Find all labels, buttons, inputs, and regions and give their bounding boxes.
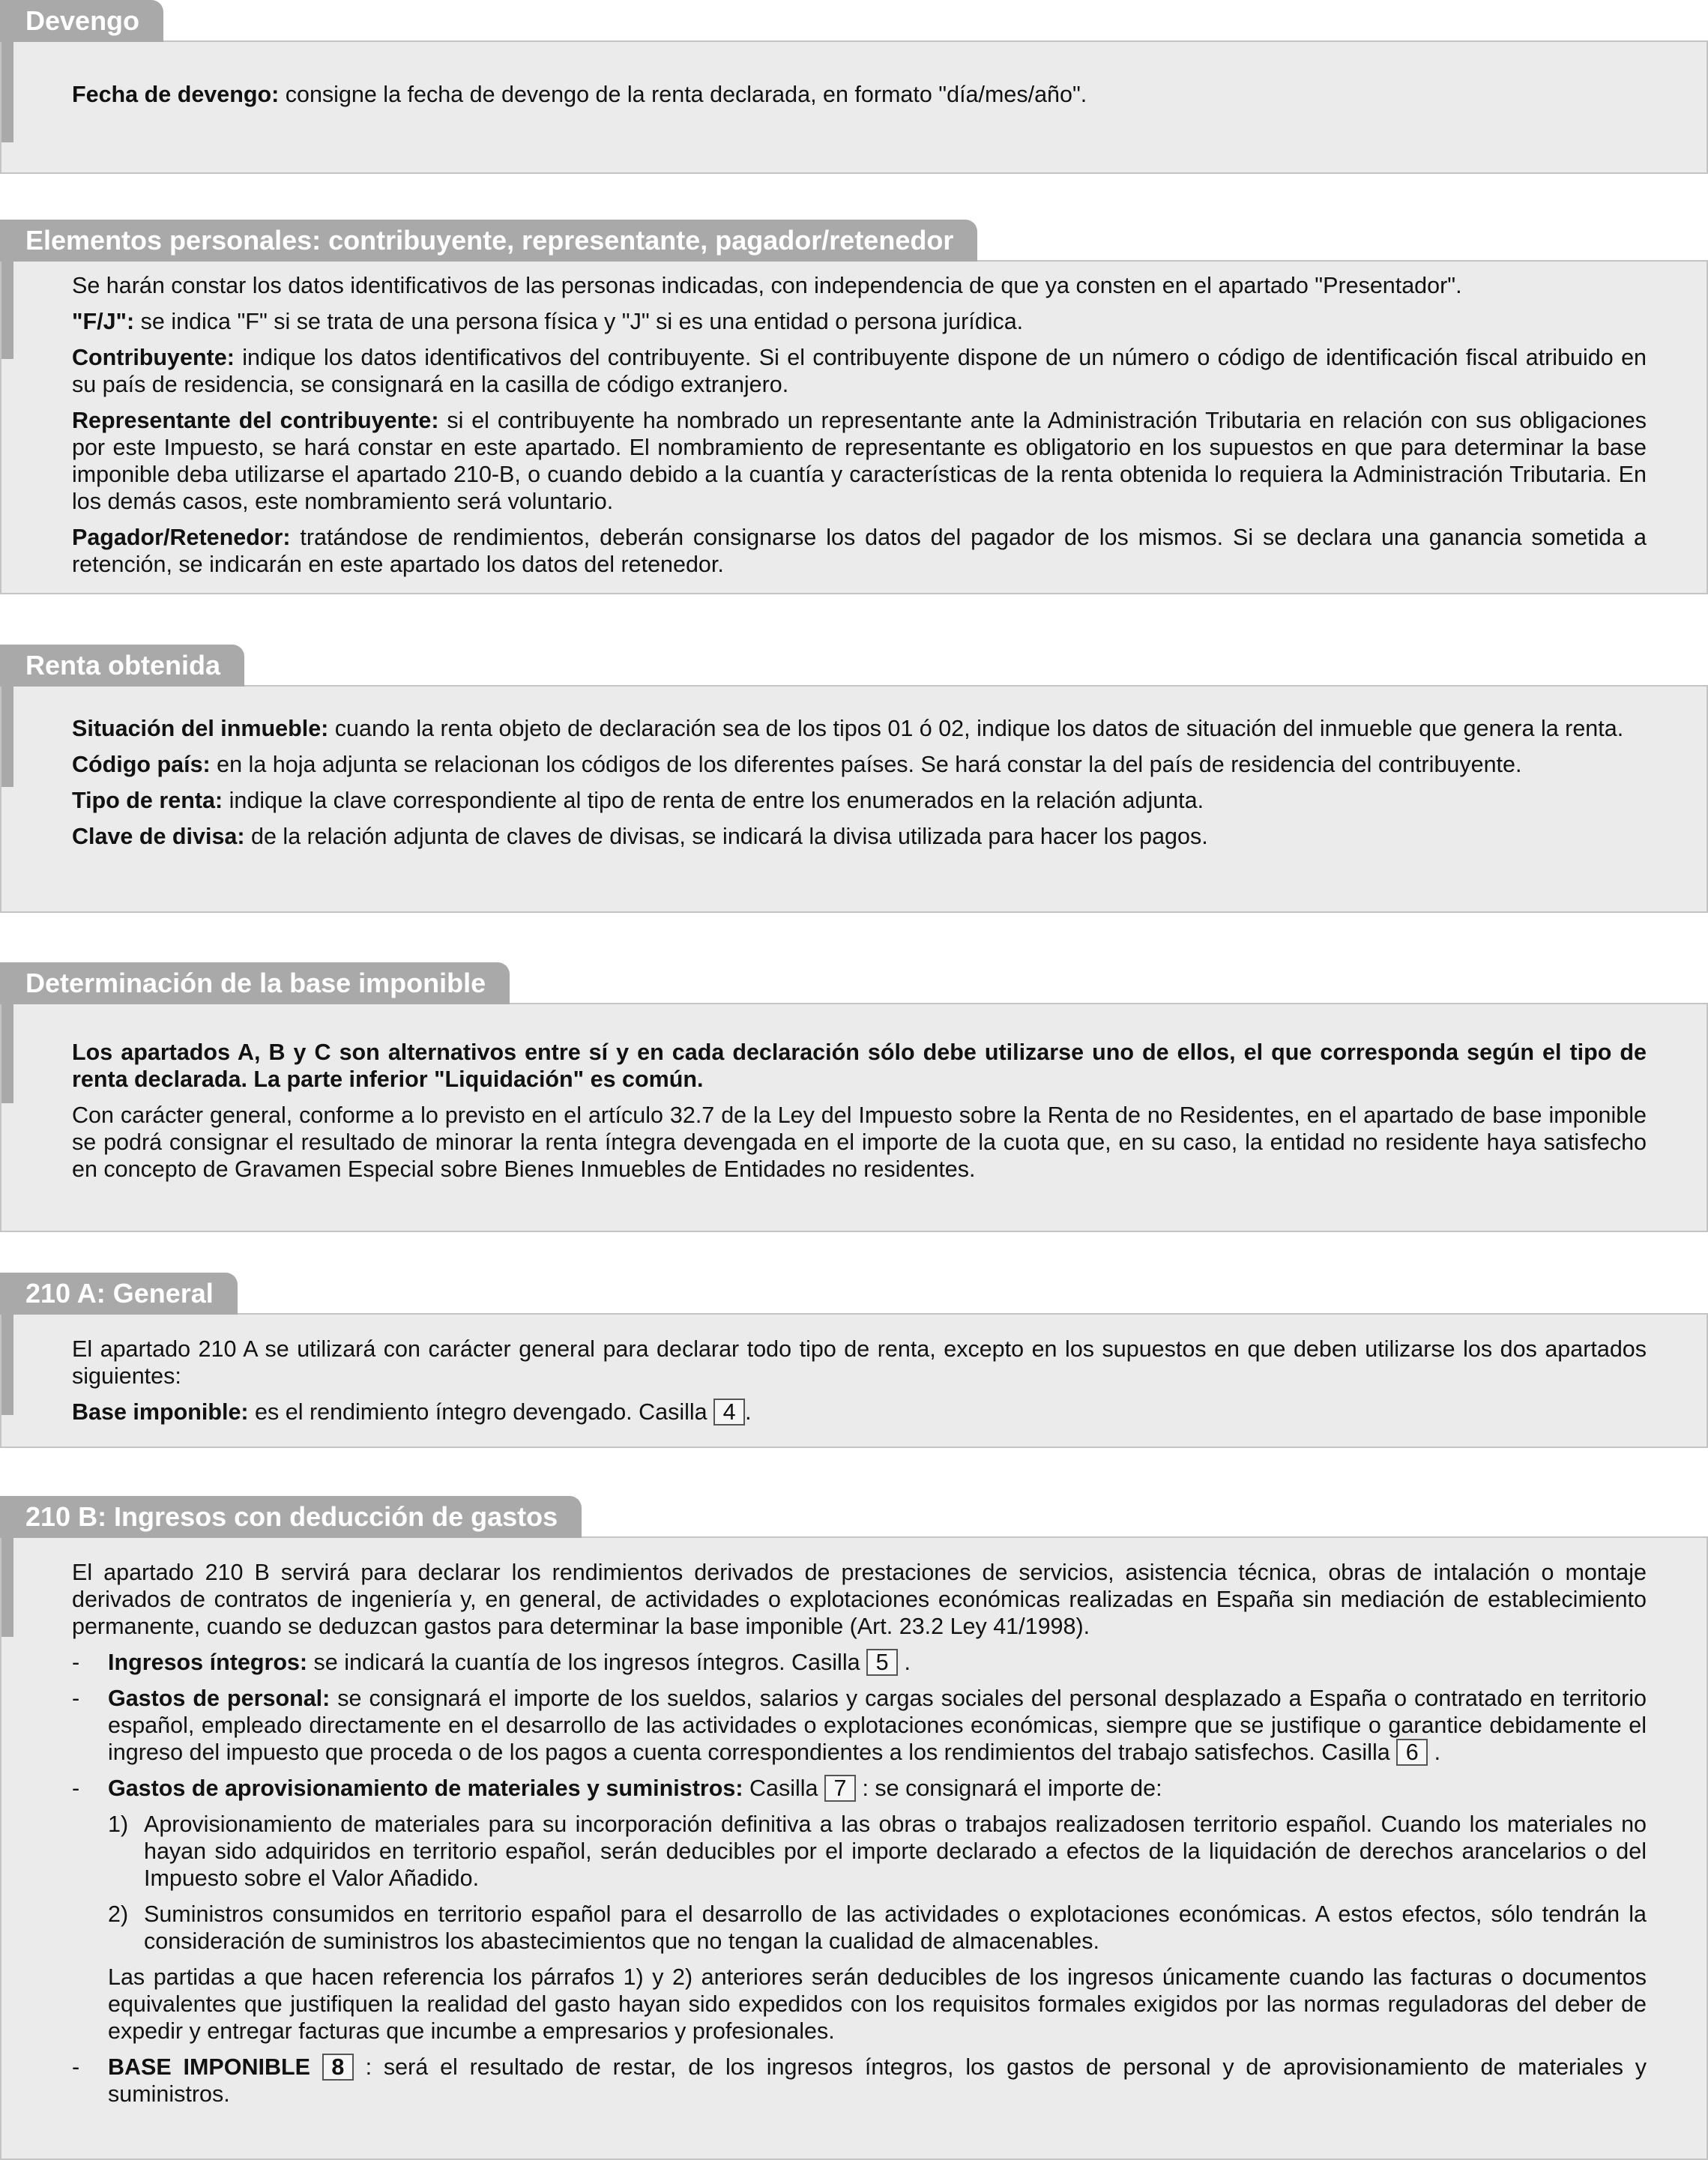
section-accent-bar — [1, 1004, 13, 1103]
paragraph-fj — [72, 308, 1647, 335]
alternativos-text: Los apartados A, B y C son alternativos entre sí y en cada declaración sólo debe utilizarse uno de ellos, el que corresponda según el tipo de renta declarada. La parte inferior "Liquidación" es común. — [72, 1040, 1647, 1092]
paragraph-representante — [72, 407, 1647, 515]
aprov-label: Gastos de aprovisionamiento de materiales y suministros: — [108, 1776, 743, 1801]
fj-label: "F/J": — [72, 309, 135, 334]
fecha-text: consigne la fecha de devengo de la renta declarada, en formato "día/mes/año". — [279, 82, 1087, 107]
section-content — [72, 81, 1647, 117]
list-item-base-imponible — [72, 2054, 1647, 2108]
base-end: . — [745, 1399, 752, 1425]
section-accent-bar — [1, 1538, 13, 1637]
list-dash: - — [72, 1686, 80, 1711]
section-box — [0, 685, 1708, 913]
personal-end: . — [1428, 1740, 1441, 1765]
casilla-7: 7 — [824, 1775, 856, 1802]
paragraph-partidas: Las partidas a que hacen referencia los párrafos 1) y 2) anteriores serán deducibles de los ingresos únicamente cuando las facturas o documentos equivalentes que justifiquen la realidad del gasto hayan sido expedidos con los requisitos formales exigidos por las normas reguladoras del deber de expedir y entregar facturas que incumbe a empresarios y profesionales. — [108, 1964, 1647, 2044]
aprov-text: Casilla — [743, 1776, 824, 1801]
divisa-label: Clave de divisa: — [72, 824, 245, 849]
paragraph-divisa — [72, 823, 1647, 850]
pagador-text: tratándose de rendimientos, deberán consignarse los datos del pagador de los mismos. Si se declara una ganancia sometida a retención, se indicarán en este apartado los datos del retenedor. — [72, 525, 1647, 577]
section-210b-ingresos — [0, 1496, 1708, 2160]
section-title: 210 A: General — [0, 1273, 238, 1315]
section-title: 210 B: Ingresos con deducción de gastos — [0, 1496, 582, 1538]
situacion-text: cuando la renta objeto de declaración sea de los tipos 01 ó 02, indique los datos de situación del inmueble que genera la renta. — [328, 716, 1624, 741]
sub-item-text: Aprovisionamiento de materiales para su incorporación definitiva a las obras o trabajos realizadosen territorio español. Cuando los materiales no hayan sido adquiridos en territorio español, serán deducibles por el importe declarado a efectos de la liquidación de derechos arancelarios o del Impuesto sobre el Valor Añadido. — [144, 1811, 1647, 1891]
paragraph-fecha — [72, 81, 1647, 108]
base-label: Base imponible: — [72, 1399, 249, 1425]
section-devengo — [0, 0, 1708, 174]
section-title: Elementos personales: contribuyente, representante, pagador/retenedor — [0, 220, 977, 262]
paragraph-210a-intro: El apartado 210 A se utilizará con carácter general para declarar todo tipo de renta, excepto en los supuestos en que deben utilizarse los dos apartados siguientes: — [72, 1336, 1647, 1389]
paragraph-210b-intro: El apartado 210 B servirá para declarar los rendimientos derivados de prestaciones de servicios, asistencia técnica, obras de intalación o montaje derivados de contratos de ingeniería y, en general, de actividades o explotaciones económicas realizadas en España sin mediación de establecimiento permanente, cuando se deduzcan gastos para determinar la base imponible (Art. 23.2 Ley 41/1998). — [72, 1560, 1647, 1639]
fj-text: se indica "F" si se trata de una persona física y "J" si es una entidad o persona jurídica. — [134, 309, 1024, 334]
section-box — [0, 1003, 1708, 1232]
section-box — [0, 260, 1708, 594]
section-title: Devengo — [0, 0, 163, 42]
contribuyente-label: Contribuyente: — [72, 345, 235, 370]
section-accent-bar — [1, 42, 13, 142]
paragraph-caracter-general: Con carácter general, conforme a lo previsto en el artículo 32.7 de la Ley del Impuesto sobre la Renta de no Residentes, en el apartado de base imponible se podrá consignar el resultado de minorar la renta íntegra devengada en el importe de la cuota que, en su caso, la entidad no residente haya satisfecho en concepto de Gravamen Especial sobre Bienes Inmuebles de Entidades no residentes. — [72, 1102, 1647, 1182]
representante-label: Representante del contribuyente: — [72, 408, 439, 433]
sub-item-number: 2) — [108, 1901, 129, 1927]
section-content — [72, 272, 1647, 587]
paragraph-contribuyente — [72, 344, 1647, 398]
sub-item-1 — [72, 1811, 1647, 1892]
paragraph-pais — [72, 751, 1647, 778]
list-item-gastos-personal — [72, 1685, 1647, 1766]
fecha-label: Fecha de devengo: — [72, 82, 280, 107]
section-accent-bar — [1, 262, 13, 359]
section-title: Renta obtenida — [0, 645, 244, 687]
personal-label: Gastos de personal: — [108, 1686, 331, 1711]
paragraph-tipo — [72, 787, 1647, 814]
integros-label: Ingresos íntegros: — [108, 1650, 308, 1675]
integros-text: se indicará la cuantía de los ingresos íntegros. Casilla — [307, 1650, 867, 1675]
section-box — [0, 40, 1708, 174]
baseimp-label: BASE IMPONIBLE — [108, 2054, 322, 2080]
paragraph-situacion — [72, 715, 1647, 742]
pais-label: Código país: — [72, 752, 211, 777]
base-text: es el rendimiento íntegro devengado. Casilla — [248, 1399, 714, 1425]
sub-item-2 — [72, 1901, 1647, 1955]
tipo-text: indique la clave correspondiente al tipo de renta de entre los enumerados en la relación adjunta. — [223, 788, 1204, 813]
section-content — [72, 1559, 1647, 2117]
list-dash: - — [72, 2054, 80, 2080]
section-elementos-personales — [0, 220, 1708, 594]
section-box — [0, 1536, 1708, 2160]
casilla-6: 6 — [1396, 1739, 1428, 1766]
contribuyente-text: indique los datos identificativos del contribuyente. Si el contribuyente dispone de un número o código de identificación fiscal atribuido en su país de residencia, se consignará en la casilla de código extranjero. — [72, 345, 1647, 397]
paragraph-alternativos — [72, 1039, 1647, 1093]
personal-text: se consignará el importe de los sueldos, salarios y cargas sociales del personal desplazado a España o contratado en territorio español, empleado directamente en el desarrollo de las actividades o explotaciones económicas, siempre que se justifique o garantice debidamente el ingreso del impuesto que proceda o de los pagos a cuenta correspondientes a los rendimientos del trabajo satisfechos. Casilla — [108, 1686, 1647, 1765]
paragraph-intro: Se harán constar los datos identificativos de las personas indicadas, con independencia de que ya consten en el apartado "Presentador". — [72, 273, 1462, 298]
list-dash: - — [72, 1650, 80, 1675]
section-content — [72, 1336, 1647, 1435]
list-item-gastos-aprovisionamiento — [72, 1775, 1647, 1802]
baseimp-text: : será el resultado de restar, de los ingresos íntegros, los gastos de personal y de aprovisionamiento de materiales y suministros. — [108, 2054, 1647, 2107]
pagador-label: Pagador/Retenedor: — [72, 525, 291, 550]
section-210a-general — [0, 1273, 1708, 1448]
list-item-ingresos-integros — [72, 1649, 1647, 1676]
paragraph-210a-base — [72, 1399, 1647, 1426]
section-box — [0, 1313, 1708, 1448]
sub-item-text: Suministros consumidos en territorio español para el desarrollo de las actividades o explotaciones económicas. A estos efectos, sólo tendrán la consideración de suministros los abastecimientos que no tengan la cualidad de almacenables. — [144, 1901, 1647, 1954]
list-dash: - — [72, 1776, 80, 1801]
aprov-end: : se consignará el importe de: — [855, 1776, 1162, 1801]
divisa-text: de la relación adjunta de claves de divisas, se indicará la divisa utilizada para hacer los pagos. — [244, 824, 1208, 849]
casilla-4: 4 — [713, 1399, 745, 1426]
situacion-label: Situación del inmueble: — [72, 716, 329, 741]
section-base-imponible — [0, 962, 1708, 1232]
section-renta-obtenida — [0, 645, 1708, 913]
representante-text: si el contribuyente ha nombrado un representante ante la Administración Tributaria en relación con sus obligaciones por este Impuesto, se hará constar en este apartado. El nombramiento de representante es obligatorio en los supuestos en que para determinar la base imponible deba utilizarse el apartado 210-B, o cuando debido a la cuantía y características de la renta obtenida lo requiera la Administración Tributaria. En los demás casos, este nombramiento será voluntario. — [72, 408, 1647, 514]
section-content — [72, 715, 1647, 859]
section-title: Determinación de la base imponible — [0, 962, 510, 1004]
pais-text: en la hoja adjunta se relacionan los códigos de los diferentes países. Se hará constar la del país de residencia del contribuyente. — [210, 752, 1522, 777]
section-accent-bar — [1, 687, 13, 787]
section-content — [72, 1039, 1647, 1192]
casilla-5: 5 — [866, 1649, 898, 1676]
tipo-label: Tipo de renta: — [72, 788, 223, 813]
sub-item-number: 1) — [108, 1811, 129, 1837]
section-accent-bar — [1, 1315, 13, 1415]
casilla-8: 8 — [322, 2054, 354, 2081]
paragraph-pagador — [72, 524, 1647, 578]
integros-end: . — [898, 1650, 911, 1675]
